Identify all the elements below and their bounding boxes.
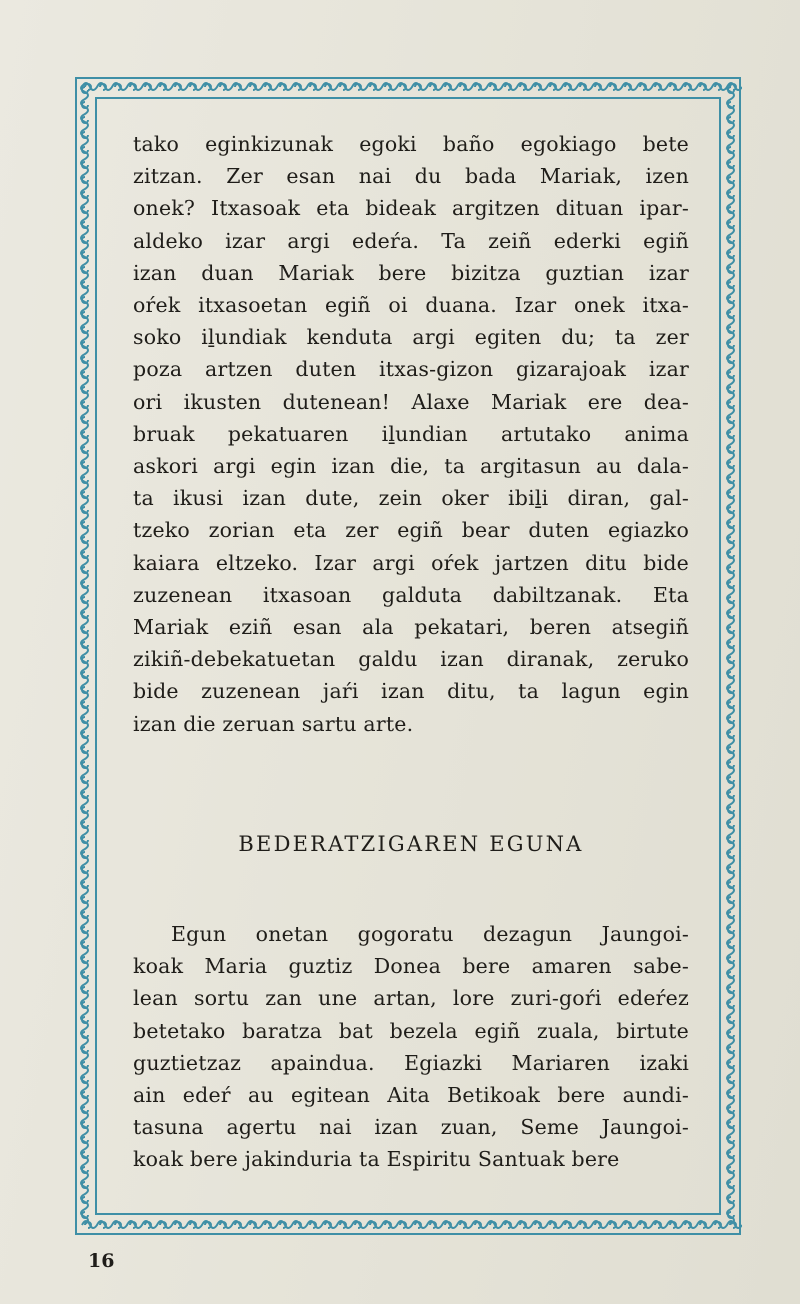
text-line: zitzan. Zer esan nai du bada Mariak, izen: [133, 164, 689, 189]
text-line: ain edeŕ au egitean Aita Betikoak bere aundi-: [133, 1083, 689, 1108]
text-line: izan duan Mariak bere bizitza guztian izar: [133, 260, 689, 285]
text-line: tasuna agertu nai izan zuan, Seme Jaungoi-: [133, 1115, 689, 1140]
text-line: zikiñ-debekatuetan galdu izan diranak, zeruko: [133, 647, 689, 672]
text-line: aldeko izar argi edeŕa. Ta zeiñ ederki egiñ: [133, 228, 689, 253]
page-number: 16: [88, 1250, 115, 1272]
text-line: kaiara eltzeko. Izar argi oŕek jartzen ditu bide: [133, 550, 689, 575]
text-line: tzeko zorian eta zer egiñ bear duten egiazko: [133, 518, 689, 543]
text-line: betetako baratza bat bezela egiñ zuala, birtute: [133, 1018, 689, 1043]
paragraph-2: [133, 918, 689, 1176]
text-line: Egun onetan gogoratu dezagun Jaungoi-: [171, 922, 689, 946]
text-line: bruak pekatuaren iḻundian artutako anima: [133, 421, 689, 446]
text-line: zuzenean itxasoan galduta dabiltzanak. Eta: [133, 582, 689, 607]
section-heading: BEDERATZIGAREN EGUNA: [238, 832, 584, 856]
text-line: askori argi egin izan die, ta argitasun au dala-: [133, 454, 689, 479]
text-line: poza artzen duten itxas-gizon gizarajoak izar: [133, 357, 689, 382]
paragraph-1: [133, 128, 689, 740]
text-line: Mariak eziñ esan ala pekatari, beren atsegiñ: [133, 615, 689, 640]
text-line: izan die zeruan sartu arte.: [133, 711, 414, 736]
text-line: bide zuzenean jaŕi izan ditu, ta lagun egin: [133, 679, 689, 704]
text-line: tako eginkizunak egoki baño egokiago bete: [133, 132, 689, 156]
text-line: lean sortu zan une artan, lore zuri-goŕi edeŕez: [133, 986, 689, 1011]
text-line: koak Maria guztiz Donea bere amaren sabe-: [133, 954, 689, 979]
text-line: oŕek itxasoetan egiñ oi duana. Izar onek itxa-: [133, 293, 689, 318]
text-line: guztietzaz apaindua. Egiazki Mariaren izaki: [133, 1050, 689, 1075]
text-line: onek? Itxasoak eta bideak argitzen dituan ipar-: [133, 196, 689, 221]
text-line: koak bere jakinduria ta Espiritu Santuak bere: [133, 1147, 620, 1172]
text-line: ta ikusi izan dute, zein oker ibiḻi diran, gal-: [133, 486, 689, 511]
text-line: soko iḻundiak kenduta argi egiten du; ta zer: [133, 325, 689, 350]
text-line: ori ikusten dutenean! Alaxe Mariak ere dea-: [133, 389, 689, 414]
